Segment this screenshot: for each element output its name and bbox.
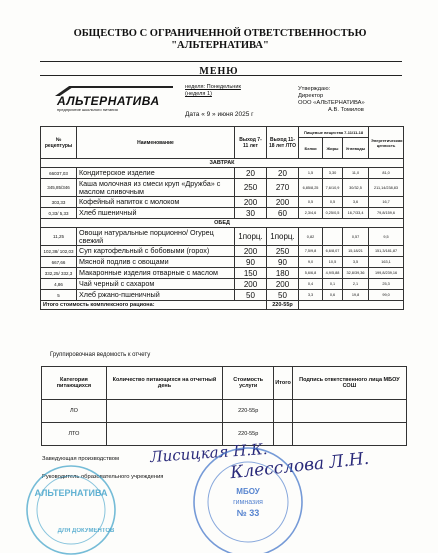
carbs: 2,1 xyxy=(343,279,369,290)
approval-line-4: А.В. Томилов xyxy=(328,107,364,113)
protein: 0,4 xyxy=(299,279,323,290)
portion-7-11: 1порц. xyxy=(235,228,267,246)
menu-item-row xyxy=(41,268,404,279)
total-row xyxy=(41,301,404,310)
handwritten-signature-1: Лисицкая Н.К. xyxy=(149,439,269,467)
header-carbs: Углеводы xyxy=(343,138,369,159)
weekday: неделя: Понедельник xyxy=(185,84,241,90)
approval-line-1: Утверждаю: xyxy=(298,86,331,92)
recipe-code: 102,38/ 102,03 xyxy=(41,246,77,257)
fat: 0,25/0,5 xyxy=(323,208,343,219)
header-out1: Выход 7-11 лет xyxy=(235,127,267,159)
dish-name: Хлеб пшеничный xyxy=(77,208,235,219)
menu-item-row xyxy=(41,257,404,268)
total-value: 220-55р xyxy=(267,301,299,310)
stamp-line-2: гимназия xyxy=(233,499,263,506)
portion-7-11: 200 xyxy=(235,279,267,290)
recipe-code: 4,86 xyxy=(41,279,77,290)
menu-item-row xyxy=(41,279,404,290)
group-table xyxy=(41,366,407,446)
fat: 0,1 xyxy=(323,279,343,290)
portion-11-18: 270 xyxy=(267,179,299,197)
carbs: 3,5 xyxy=(343,257,369,268)
stamp-line-1: МБОУ xyxy=(236,487,260,496)
recipe-code: 667,66 xyxy=(41,257,77,268)
section-row xyxy=(41,159,404,168)
dish-name: Каша молочная из смеси круп «Дружба» с маслом сливочным xyxy=(77,179,235,197)
protein: 1,5 xyxy=(299,168,323,179)
energy: 9,5 xyxy=(369,228,404,246)
portion-11-18: 1порц. xyxy=(267,228,299,246)
group-row xyxy=(42,400,407,423)
protein: 0,5 xyxy=(299,197,323,208)
group-header-signature: Подпись ответственного лица МБОУ СОШ xyxy=(292,367,406,400)
header-protein: Белки xyxy=(299,138,323,159)
recipe-code: 0,33/ 5,33 xyxy=(41,208,77,219)
portion-7-11: 20 xyxy=(235,168,267,179)
logo-tagline: предприятие школьного питания xyxy=(57,107,118,112)
group-price: 220-55р xyxy=(223,423,274,446)
dish-name: Хлеб ржано-пшеничный xyxy=(77,290,235,301)
portion-7-11: 30 xyxy=(235,208,267,219)
header-recipe: № рецептуры xyxy=(41,127,77,159)
recipe-code: 5 xyxy=(41,290,77,301)
header-energy: Энергетическая ценность xyxy=(369,127,404,159)
approval-line-3: ООО «АЛЬТЕРНАТИВА» xyxy=(298,100,365,106)
stamp-name: АЛЬТЕРНАТИВА xyxy=(34,488,108,498)
group-header-total: Итого xyxy=(274,367,293,400)
total-blank xyxy=(299,301,404,310)
carbs: 11,0 xyxy=(343,168,369,179)
dish-name: Суп картофельный с бобовыми (горох) xyxy=(77,246,235,257)
fat: 10,5 xyxy=(323,257,343,268)
fat: 0,6 xyxy=(323,290,343,301)
dish-name: Кофейный напиток с молоком xyxy=(77,197,235,208)
dish-name: Макаронные изделия отварные с маслом xyxy=(77,268,235,279)
recipe-code: 66037,03 xyxy=(41,168,77,179)
signature-production: Заведующая производством xyxy=(42,456,119,462)
group-header-category: Категория питающихся xyxy=(42,367,107,400)
protein: 0,82 xyxy=(299,228,323,246)
header-out2: Выход 11-18 лет ЛТО xyxy=(267,127,299,159)
fat: 0,5 xyxy=(323,197,343,208)
menu-title: МЕНЮ xyxy=(199,66,239,77)
group-sign xyxy=(292,400,406,423)
energy: 163,1 xyxy=(369,257,404,268)
portion-7-11: 200 xyxy=(235,246,267,257)
divider xyxy=(40,75,402,76)
recipe-code: 345,85/346 xyxy=(41,179,77,197)
recipe-code: 11,25 xyxy=(41,228,77,246)
fat: 7,6/10,9 xyxy=(323,179,343,197)
carbs: 16,7/33,4 xyxy=(343,208,369,219)
stamp-line-3: № 33 xyxy=(236,508,260,518)
portion-7-11: 90 xyxy=(235,257,267,268)
org-line-2: "АЛЬТЕРНАТИВА" xyxy=(171,40,269,51)
group-sign xyxy=(292,423,406,446)
handwritten-signature-2: Клесслова Л.Н. xyxy=(229,448,371,484)
group-price: 220-55р xyxy=(223,400,274,423)
protein: 9,0 xyxy=(299,257,323,268)
fat: 6,6/8,07 xyxy=(323,246,343,257)
group-count xyxy=(106,400,222,423)
menu-item-row xyxy=(41,168,404,179)
menu-meta xyxy=(185,84,241,98)
approval-line-2: Директор xyxy=(298,93,324,99)
energy: 151,3/181,87 xyxy=(369,246,404,257)
organization-header xyxy=(40,28,400,52)
section-title: ЗАВТРАК xyxy=(41,159,404,168)
menu-date: Дата « 9 » июня 2025 г xyxy=(185,111,254,118)
stamp-docs: ДЛЯ ДОКУМЕНТОВ xyxy=(57,528,115,534)
group-title: Группировочная ведомость к отчету xyxy=(50,352,151,358)
divider xyxy=(40,61,402,62)
menu-item-row xyxy=(41,246,404,257)
portion-11-18: 200 xyxy=(267,197,299,208)
menu-item-row xyxy=(41,208,404,219)
energy: 81,0 xyxy=(369,168,404,179)
portion-7-11: 250 xyxy=(235,179,267,197)
group-cat: ЛО xyxy=(42,400,107,423)
portion-11-18: 180 xyxy=(267,268,299,279)
fat xyxy=(323,228,343,246)
logo-name: АЛЬТЕРНАТИВА xyxy=(57,94,160,108)
protein: 2,3/4,6 xyxy=(299,208,323,219)
energy: 211,14/238,83 xyxy=(369,179,404,197)
carbs: 30/32,5 xyxy=(343,179,369,197)
protein: 3,3 xyxy=(299,290,323,301)
dish-name: Овощи натуральные порционно/ Огурец свежий xyxy=(77,228,235,246)
group-total xyxy=(274,400,293,423)
energy: 99,0 xyxy=(369,290,404,301)
header-name: Наименование xyxy=(77,127,235,159)
portion-11-18: 90 xyxy=(267,257,299,268)
portion-11-18: 250 xyxy=(267,246,299,257)
protein: 6,85/8,25 xyxy=(299,179,323,197)
carbs: 19,8 xyxy=(343,290,369,301)
fat: 3,30 xyxy=(323,168,343,179)
school-stamp xyxy=(188,442,308,553)
portion-11-18: 200 xyxy=(267,279,299,290)
dish-name: Кондитерское изделие xyxy=(77,168,235,179)
portion-7-11: 150 xyxy=(235,268,267,279)
header-fat: Жиры xyxy=(323,138,343,159)
section-row xyxy=(41,219,404,228)
protein: 5,6/6,8 xyxy=(299,268,323,279)
carbs: 3,6 xyxy=(343,197,369,208)
energy: 199,8/239,16 xyxy=(369,268,404,279)
menu-item-row xyxy=(41,179,404,197)
header-nutrition: Пищевые вещества 7-11/11-18 xyxy=(299,127,369,138)
recipe-code: 303,33 xyxy=(41,197,77,208)
menu-table xyxy=(40,126,404,310)
dish-name: Чай черный с сахаром xyxy=(77,279,235,290)
menu-item-row xyxy=(41,290,404,301)
menu-item-row xyxy=(41,228,404,246)
signature-director: Руководитель образовательного учреждения xyxy=(42,474,164,480)
energy: 79,8/159,6 xyxy=(369,208,404,219)
carbs: 0,57 xyxy=(343,228,369,246)
portion-11-18: 50 xyxy=(267,290,299,301)
dish-name: Мясной подлив с овощами xyxy=(77,257,235,268)
energy: 25,3 xyxy=(369,279,404,290)
menu-item-row xyxy=(41,197,404,208)
fat: 4,9/5,88 xyxy=(323,268,343,279)
portion-7-11: 200 xyxy=(235,197,267,208)
company-stamp xyxy=(16,462,126,557)
org-line-1: ОБЩЕСТВО С ОГРАНИЧЕННОЙ ОТВЕТСТВЕННОСТЬЮ xyxy=(73,28,367,39)
carbs: 32,8/39,36 xyxy=(343,268,369,279)
energy: 16,7 xyxy=(369,197,404,208)
carbs: 15,18/21 xyxy=(343,246,369,257)
menu-body xyxy=(41,159,404,301)
week-number: (неделя 1) xyxy=(185,91,212,97)
recipe-code: 332,25/ 332,3 xyxy=(41,268,77,279)
portion-7-11: 50 xyxy=(235,290,267,301)
group-cat: ЛТО xyxy=(42,423,107,446)
company-logo xyxy=(55,86,175,120)
group-header-count: Количество питающихся на отчетный день xyxy=(106,367,222,400)
group-header-price: Стоимость услуги xyxy=(223,367,274,400)
protein: 7,5/9,8 xyxy=(299,246,323,257)
section-title: ОБЕД xyxy=(41,219,404,228)
total-label: Итого стоимость комплексного рациона: xyxy=(41,301,267,310)
portion-11-18: 20 xyxy=(267,168,299,179)
portion-11-18: 60 xyxy=(267,208,299,219)
approval-block xyxy=(298,86,365,114)
